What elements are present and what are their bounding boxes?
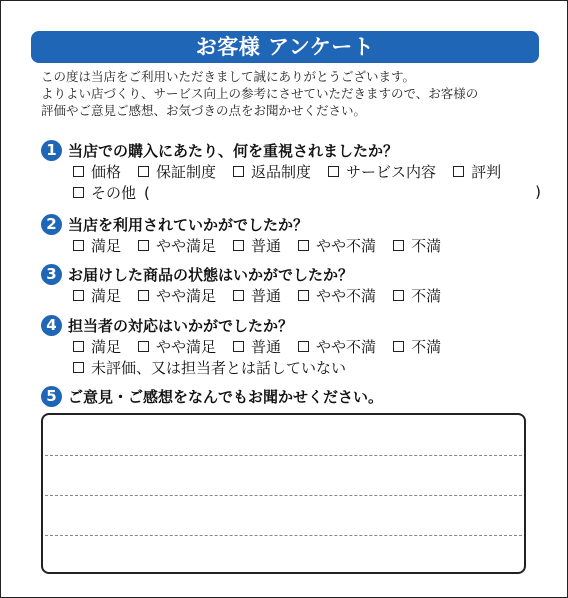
option-dissatisfied[interactable]: [393, 235, 441, 256]
option-label: 不満: [411, 338, 442, 356]
option-label: やや満足: [156, 338, 217, 356]
question-2: [41, 213, 541, 256]
checkbox[interactable]: [393, 240, 404, 251]
option-somewhat-dissatisfied[interactable]: [298, 235, 376, 256]
question-3: [41, 263, 541, 306]
option-reputation[interactable]: [453, 161, 501, 182]
option-not-rated[interactable]: [73, 357, 346, 378]
checkbox[interactable]: [393, 341, 404, 352]
option-other[interactable]: [73, 182, 150, 203]
checkbox[interactable]: [73, 240, 84, 251]
option-satisfied[interactable]: [73, 285, 121, 306]
question-5: [41, 385, 541, 407]
option-label: 未評価、又は担当者とは話していない: [91, 359, 347, 377]
option-label: 評判: [471, 163, 502, 181]
checkbox[interactable]: [73, 362, 84, 373]
intro-text: [41, 68, 541, 119]
intro-line: 評価やご意見ご感想、お気づきの点をお聞かせください。: [41, 103, 367, 118]
checkbox[interactable]: [138, 341, 149, 352]
option-label: 満足: [91, 237, 122, 255]
option-somewhat-satisfied[interactable]: [138, 235, 216, 256]
other-paren-close: ): [535, 183, 541, 201]
writing-line: [45, 495, 522, 496]
option-dissatisfied[interactable]: [393, 285, 441, 306]
question-text: 当店を利用されていかがでしたか？: [68, 215, 309, 234]
question-4: [41, 314, 541, 378]
question-number-badge: 5: [41, 386, 62, 407]
checkbox[interactable]: [233, 341, 244, 352]
checkbox[interactable]: [138, 240, 149, 251]
option-label: 普通: [251, 237, 282, 255]
option-neutral[interactable]: [233, 285, 281, 306]
option-label: 返品制度: [251, 163, 312, 181]
option-label: 普通: [251, 287, 282, 305]
option-other-row: [73, 182, 541, 203]
question-text: 当店での購入にあたり、何を重視されましたか？: [68, 141, 399, 160]
question-number-badge: 3: [41, 264, 62, 285]
checkbox[interactable]: [393, 290, 404, 301]
checkbox[interactable]: [138, 290, 149, 301]
option-label: 満足: [91, 287, 122, 305]
option-label: やや満足: [156, 237, 217, 255]
other-paren-open: (: [144, 183, 150, 202]
option-label: 満足: [91, 338, 122, 356]
option-label: 普通: [251, 338, 282, 356]
checkbox[interactable]: [298, 240, 309, 251]
question-1: [41, 139, 541, 203]
question-text: お届けした商品の状態はいかがでしたか？: [68, 265, 354, 284]
checkbox[interactable]: [233, 240, 244, 251]
option-somewhat-satisfied[interactable]: [138, 336, 216, 357]
question-text: ご意見・ご感想をなんでもお聞かせください。: [68, 387, 384, 406]
option-satisfied[interactable]: [73, 235, 121, 256]
option-label: 価格: [91, 163, 122, 181]
question-number-badge: 1: [41, 140, 62, 161]
checkbox[interactable]: [328, 166, 339, 177]
option-label: やや不満: [316, 287, 377, 305]
option-label: やや不満: [316, 237, 377, 255]
survey-title: お客様 アンケート: [31, 31, 539, 63]
writing-line: [45, 535, 522, 536]
option-label: サービス内容: [346, 163, 437, 181]
option-satisfied[interactable]: [73, 336, 121, 357]
checkbox[interactable]: [73, 290, 84, 301]
option-dissatisfied[interactable]: [393, 336, 441, 357]
option-warranty[interactable]: [138, 161, 216, 182]
option-label: その他: [91, 184, 137, 202]
option-returns[interactable]: [233, 161, 311, 182]
option-neutral[interactable]: [233, 235, 281, 256]
option-neutral[interactable]: [233, 336, 281, 357]
option-label: 保証制度: [156, 163, 217, 181]
checkbox[interactable]: [138, 166, 149, 177]
option-somewhat-satisfied[interactable]: [138, 285, 216, 306]
writing-line: [45, 455, 522, 456]
question-text: 担当者の対応はいかがでしたか？: [68, 316, 294, 335]
option-somewhat-dissatisfied[interactable]: [298, 336, 376, 357]
checkbox[interactable]: [298, 290, 309, 301]
option-label: 不満: [411, 237, 442, 255]
checkbox[interactable]: [73, 187, 84, 198]
checkbox[interactable]: [233, 166, 244, 177]
intro-line: よりよい店づくり、サービス向上の参考にさせていただきますので、お客様の: [41, 86, 479, 101]
option-label: やや不満: [316, 338, 377, 356]
checkbox[interactable]: [73, 166, 84, 177]
option-service[interactable]: [328, 161, 436, 182]
checkbox[interactable]: [453, 166, 464, 177]
question-number-badge: 2: [41, 214, 62, 235]
intro-line: この度は当店をご利用いただきまして誠にありがとうございます。: [41, 69, 416, 84]
checkbox[interactable]: [73, 341, 84, 352]
option-price[interactable]: [73, 161, 121, 182]
option-somewhat-dissatisfied[interactable]: [298, 285, 376, 306]
question-number-badge: 4: [41, 315, 62, 336]
option-label: 不満: [411, 287, 442, 305]
checkbox[interactable]: [233, 290, 244, 301]
comment-textarea[interactable]: [41, 413, 526, 574]
option-label: やや満足: [156, 287, 217, 305]
checkbox[interactable]: [298, 341, 309, 352]
